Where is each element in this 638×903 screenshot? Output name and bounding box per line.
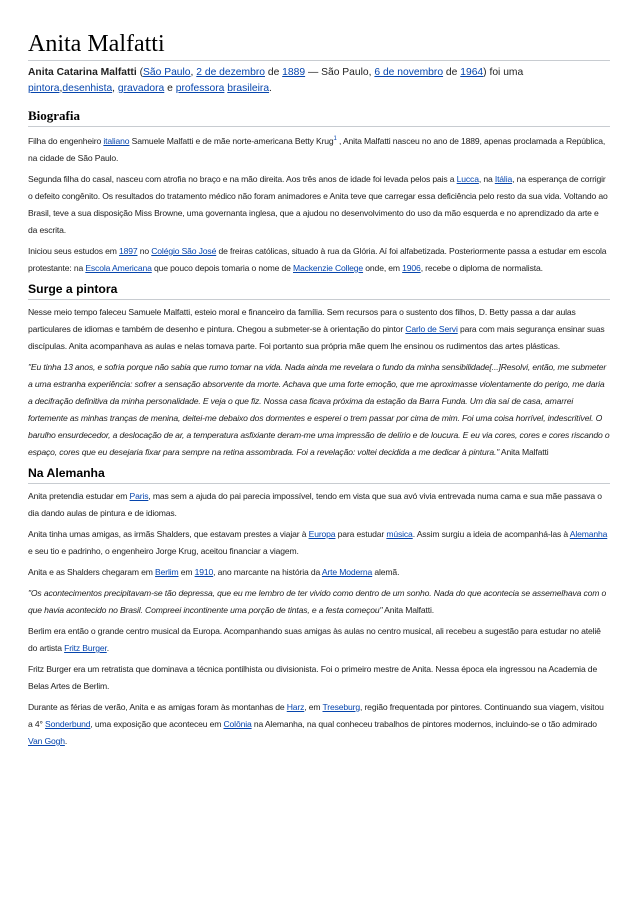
- text: , região frequentada por pintores. Continuando sua viagem, visitou a 4°: [28, 702, 604, 729]
- text: para com mais segurança ensinar suas discípulas. Anita acompanhava as aulas e nelas tomava parte. Foi portanto sua própria mãe quem lhe ensinou os rudimentos das artes plásticas.: [28, 324, 605, 351]
- link-lucca[interactable]: Lucca: [456, 174, 479, 184]
- paragraph: [28, 243, 610, 277]
- text: Samuele Malfatti e de mãe norte-americana Betty Krug: [129, 136, 334, 146]
- paragraph: [28, 171, 610, 239]
- subject-name: Anita Catarina Malfatti: [28, 67, 137, 78]
- link-professora[interactable]: professora: [175, 83, 225, 94]
- quote-text: "Os acontecimentos precipitavam-se tão depressa, que eu me lembro de ter vivido como dentro de um sonho. Nada do que acontecia se assemelhava com o que havia acontecido no Brasil. Compreei incontinente uma porção de tintas, e a festa começou": [28, 588, 607, 615]
- text: .: [106, 643, 109, 653]
- text: e: [164, 83, 176, 94]
- link-harz[interactable]: Harz: [286, 702, 305, 712]
- text: ,: [59, 83, 63, 94]
- text: .: [64, 736, 68, 746]
- text: ,: [112, 83, 118, 94]
- text: Berlim era então o grande centro musical da Europa. Acompanhando suas amigas às aulas no centro musical, ali recebeu a sugestão para estudar no ateliê do artista: [28, 626, 601, 653]
- link-sao-paulo[interactable]: São Paulo: [143, 67, 191, 78]
- text: Nesse meio tempo faleceu Samuele Malfatti, esteio moral e financeiro da família. Sem recursos para o sustento dos filhos, D. Betty passa a dar aulas particulares de idiomas e também de desenho e pintura. Chegou a submeter-se à orientação do pintor: [28, 307, 576, 334]
- link-arte-moderna[interactable]: Arte Moderna: [321, 567, 373, 577]
- link-colonia[interactable]: Colônia: [223, 719, 252, 729]
- link-musica[interactable]: música: [386, 529, 413, 539]
- quote-attribution: Anita Malfatti.: [382, 605, 434, 615]
- text: , mas sem a ajuda do pai parecia impossível, tendo em vista que sua avó vivia entrevada numa cama e sua mãe passava o dia dando aulas de pintura e de idiomas.: [28, 491, 602, 518]
- paragraph: [28, 623, 610, 657]
- quote-text: "Eu tinha 13 anos, e sofria porque não sabia que rumo tomar na vida. Nada ainda me revelara o fundo da minha sensibilidade[...]Resolvi, então, me submeter a uma estranha experiência: sofrer a sensação absorvente da morte. Achava que uma forte emoção, que me aproximasse violentamente do perigo, me daria a decifração definitiva da minha personalidade. E veja o que fiz. Nossa casa ficava próxima da estação da Barra Funda. Um dia saí de casa, amarrei fortemente as minhas tranças de menina, deitei-me debaixo dos dormentes e esperei o trem passar por cima de mim. Foi uma coisa horrível, indescritível. O barulho ensurdecedor, a deslocação de ar, a temperatura asfixiante deram-me uma impressão de delírio e de loucura. E eu via cores, cores e cores riscando o espaço, cores que eu desejaria fixar para sempre na retina assombrada. Foi a revelação: voltei decidida a me dedicar à pintura.": [28, 362, 610, 457]
- link-paris[interactable]: Paris: [129, 491, 149, 501]
- text: , recebe o diploma de normalista.: [420, 263, 543, 273]
- text: Anita e as Shalders chegaram em: [28, 567, 156, 577]
- text: Anita pretendia estudar em: [28, 491, 130, 501]
- text: onde, em: [363, 263, 403, 273]
- text: Durante as férias de verão, Anita e as amigas foram às montanhas de: [28, 702, 287, 712]
- text: , ano marcante na história da: [213, 567, 322, 577]
- link-italia[interactable]: Itália: [494, 174, 513, 184]
- link-pintora[interactable]: pintora: [28, 83, 60, 94]
- text: , uma exposição que aconteceu em: [90, 719, 224, 729]
- text: , na esperança de corrigir o defeito congênito. Os resultados do tratamento médico não foram animadores e Anita teve que carregar essa deficiência pelo resto da sua vida. Voltando ao Brasil, teve a sua disposição Miss Browne, uma governanta inglesa, que a ajudou no desenvolvimento do uso da mão esquerda e no aprendizado da arte e da escrita.: [28, 174, 608, 235]
- paragraph: [28, 488, 610, 522]
- link-alemanha[interactable]: Alemanha: [569, 529, 608, 539]
- text: para estudar: [335, 529, 387, 539]
- text: .: [269, 83, 272, 94]
- link-desenhista[interactable]: desenhista: [62, 83, 113, 94]
- link-colegio-sao-jose[interactable]: Colégio São José: [151, 246, 217, 256]
- link-italiano[interactable]: italiano: [103, 136, 130, 146]
- paragraph: [28, 699, 610, 750]
- section-heading-surge-a-pintora: Surge a pintora: [28, 281, 610, 300]
- text: Filha do engenheiro: [28, 136, 104, 146]
- text: , em: [304, 702, 323, 712]
- text: de: [443, 67, 461, 78]
- link-death-day[interactable]: 6 de novembro: [374, 67, 444, 78]
- text: que pouco depois tomaria o nome de: [151, 263, 293, 273]
- text: , na: [478, 174, 495, 184]
- link-berlim[interactable]: Berlim: [155, 567, 179, 577]
- quote-paragraph: [28, 585, 610, 619]
- paragraph: [28, 564, 610, 581]
- quote-attribution: Anita Malfatti: [500, 447, 549, 457]
- text: e seu tio e padrinho, o engenheiro Jorge Krug, aceitou financiar a viagem.: [28, 546, 299, 556]
- text: em: [178, 567, 195, 577]
- link-brasileira[interactable]: brasileira: [227, 83, 270, 94]
- paragraph: [28, 526, 610, 560]
- link-van-gogh[interactable]: Van Gogh: [28, 736, 65, 746]
- link-fritz-burger[interactable]: Fritz Burger: [64, 643, 107, 653]
- text: Iniciou seus estudos em: [28, 246, 119, 256]
- link-death-year[interactable]: 1964: [460, 67, 484, 78]
- link-1897[interactable]: 1897: [118, 246, 138, 256]
- paragraph: [28, 661, 610, 695]
- text: ) foi uma: [483, 67, 524, 78]
- reference-link[interactable]: 1: [333, 136, 337, 143]
- link-1906[interactable]: 1906: [402, 263, 421, 273]
- link-europa[interactable]: Europa: [308, 529, 336, 539]
- section-heading-na-alemanha: Na Alemanha: [28, 465, 610, 484]
- text: ,: [190, 67, 197, 78]
- text: na Alemanha, na qual conheceu trabalhos de pintores modernos, incluindo-se o tão admirado: [251, 719, 597, 729]
- text: , Anita Malfatti nasceu no ano de 1889, apenas proclamada a República, na cidade de São Paulo.: [28, 136, 606, 163]
- lead-paragraph: [28, 65, 610, 97]
- link-sonderbund[interactable]: Sonderbund: [45, 719, 91, 729]
- link-mackenzie-college[interactable]: Mackenzie College: [293, 263, 364, 273]
- text: Anita tinha umas amigas, as irmãs Shalders, que estavam prestes a viajar à: [28, 529, 309, 539]
- page-title: Anita Malfatti: [28, 30, 610, 61]
- text: de freiras católicas, situado à rua da Glória. Aí foi alfabetizada. Posteriormente passa a estudar em escola protestante: na: [28, 246, 607, 273]
- quote-paragraph: [28, 359, 610, 461]
- text: . Assim surgiu a ideia de acompanhá-las à: [412, 529, 570, 539]
- text: no: [137, 246, 152, 256]
- text: de: [264, 67, 283, 78]
- text: Fritz Burger era um retratista que dominava a técnica pontilhista ou divisionista. Foi o primeiro mestre de Anita. Nessa época ela ingressou na Academia de Belas Artes de Berlim.: [28, 664, 598, 691]
- link-birth-year[interactable]: 1889: [282, 67, 306, 78]
- text: alemã.: [372, 567, 400, 577]
- link-1910[interactable]: 1910: [194, 567, 214, 577]
- text: Segunda filha do casal, nasceu com atrofia no braço e na mão direita. Aos três anos de idade foi levada pelos pais a: [28, 174, 457, 184]
- link-treseburg[interactable]: Treseburg: [322, 702, 360, 712]
- link-birth-day[interactable]: 2 de dezembro: [196, 67, 265, 78]
- link-gravadora[interactable]: gravadora: [117, 83, 165, 94]
- section-heading-biografia: Biografia: [28, 107, 610, 127]
- paragraph: [28, 133, 610, 167]
- link-escola-americana[interactable]: Escola Americana: [85, 263, 152, 273]
- paragraph: [28, 304, 610, 355]
- link-carlo-de-servi[interactable]: Carlo de Servi: [405, 324, 458, 334]
- text: — São Paulo,: [305, 67, 375, 78]
- text: (: [136, 67, 144, 78]
